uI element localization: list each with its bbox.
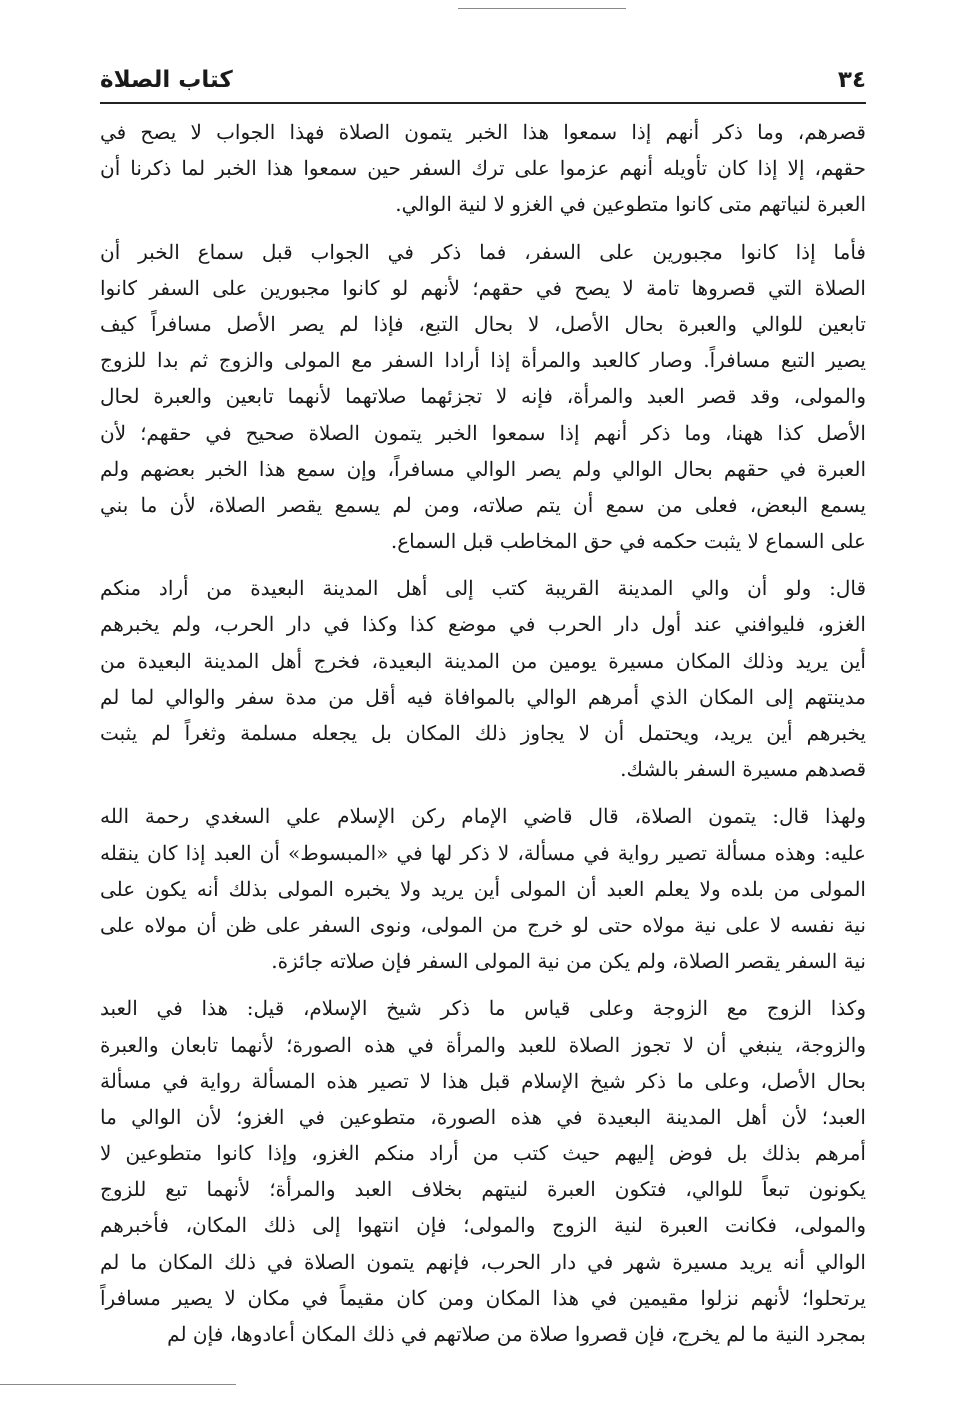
text-line: ولهذا قال: يتمون الصلاة، قال قاضي الإمام ركن الإسلام علي السغدي رحمة الله xyxy=(100,804,866,829)
text-line: نية السفر يقصر الصلاة، ولم يكن من نية المولى السفر فإن صلاته جائزة. xyxy=(271,949,866,974)
text-line: يكونون تبعاً للوالي، فتكون العبرة لنيتهم بخلاف العبد والمرأة؛ لأنهما تبع للزوج xyxy=(100,1177,866,1202)
text-line: يصير التبع مسافراً. وصار كالعبد والمرأة إذا أرادا السفر مع المولى والزوج ثم بدا للزوج xyxy=(100,348,866,373)
text-line: الغزو، فليوافني عند أول دار الحرب في موضع كذا وكذا في دار الحرب، ولم يخبرهم xyxy=(100,612,866,637)
text-line: أين يريد وذلك المكان مسيرة يومين من المدينة البعيدة، فخرج أهل المدينة البعيدة من xyxy=(100,648,866,673)
book-title: كتاب الصلاة xyxy=(100,67,233,93)
text-line: العبرة في حقهم بحال الوالي ولم يصر الوالي مسافراً، وإن سمع هذا الخبر بعضهم ولم xyxy=(100,456,866,481)
page-body xyxy=(100,114,866,1363)
paragraph xyxy=(100,114,866,223)
text-line: تابعين للوالي والعبرة بحال الأصل، لا بحال التبع، فإذا لم يصر الأصل مسافراً كيف xyxy=(100,311,866,336)
top-rule xyxy=(458,8,626,9)
text-line: مدينتهم إلى المكان الذي أمرهم الوالي بالموافاة فيه أقل من مدة سفر والوالي لما لم xyxy=(100,684,866,709)
text-line: بمجرد النية ما لم يخرج، فإن قصروا صلاة من صلاتهم في ذلك المكان أعادوها، فإن لم xyxy=(167,1322,866,1346)
text-line: المولى من بلده ولا يعلم العبد أن المولى أين يريد ولا يخبره المولى بذلك أنه يكون على xyxy=(100,876,866,901)
text-line: الصلاة التي قصروها تامة لا يصح في حقهم؛ لأنهم لو كانوا مجبورين على السفر كانوا xyxy=(100,275,866,300)
text-line: يسمع البعض، فعلى من سمع أن يتم صلاته، ومن لم يسمع يقصر الصلاة، لأن ما بني xyxy=(100,492,866,517)
text-line: العبد؛ لأن أهل المدينة البعيدة في هذه الصورة، متطوعين في الغزو؛ لأن الوالي ما xyxy=(100,1104,866,1129)
text-line: على السماع لا يثبت حكمه في حق المخاطب قبل السماع. xyxy=(390,529,866,554)
paragraph xyxy=(100,990,866,1352)
footnote-rule xyxy=(0,1384,236,1385)
text-line: قال: ولو أن والي المدينة القريبة كتب إلى أهل المدينة البعيدة من أراد منكم xyxy=(100,576,866,601)
paragraph xyxy=(100,798,866,979)
text-line: يخبرهم أين يريد، ويحتمل أن لا يجاوز ذلك المكان بل يجعله مسلمة وثغراً لم يثبت xyxy=(100,721,866,745)
text-line: العبرة لنياتهم متى كانوا متطوعين في الغزو لا لنية الوالي. xyxy=(395,192,866,217)
paragraph xyxy=(100,570,866,787)
paragraph xyxy=(100,234,866,560)
text-line: والزوجة، ينبغي أن لا تجوز الصلاة للعبد والمرأة في هذه الصورة؛ لأنهما تابعان والعبرة xyxy=(100,1032,866,1057)
text-line: والمولى، فكانت العبرة لنية الزوج والمولى؛ فإن انتهوا إلى ذلك المكان، فأخبرهم xyxy=(100,1213,866,1238)
page-header xyxy=(100,62,866,98)
text-line: نية نفسه لا على نية مولاه حتى لو خرج من المولى، ونوى السفر على ظن أن مولاه على xyxy=(100,912,866,937)
page-number: ٣٤ xyxy=(837,67,866,93)
text-line: وكذا الزوج مع الزوجة وعلى قياس ما ذكر شيخ الإسلام، قيل: هذا في العبد xyxy=(100,996,866,1021)
text-line: الأصل كذا ههنا، وما ذكر أنهم إذا سمعوا الخبر يتمون الصلاة صحيح في حقهم؛ لأن xyxy=(100,420,866,445)
text-line: قصرهم، وما ذكر أنهم إذا سمعوا هذا الخبر يتمون الصلاة فهذا الجواب لا يصح في xyxy=(100,120,866,144)
header-rule xyxy=(100,102,866,104)
text-line: يرتحلوا؛ لأنهم نزلوا مقيمين في هذا المكان ومن كان مقيماً في مكان لا يصير مسافراً xyxy=(100,1285,866,1310)
text-line: والمولى، وقد قصر العبد والمرأة، فإنه لا تجزئهما صلاتهما لأنهما تابعين والعبرة لحال xyxy=(100,384,866,409)
text-line: بحال الأصل، وعلى ما ذكر شيخ الإسلام قبل هذا لا تصير هذه المسألة رواية في مسألة xyxy=(100,1068,866,1093)
text-line: حقهم، إلا إذا كان تأويله أنهم عزموا على ترك السفر حين سمعوا هذا الخبر لما ذكرنا أن xyxy=(100,156,866,181)
text-line: قصدهم مسيرة السفر بالشك. xyxy=(620,757,866,782)
text-line: فأما إذا كانوا مجبورين على السفر، فما ذكر في الجواب قبل سماع الخبر أن xyxy=(100,239,866,264)
text-line: أمرهم بذلك بل فوض إليهم حيث كتب من أراد منكم الغزو، وإذا كانوا متطوعين لا xyxy=(100,1141,866,1166)
text-line: الوالي أنه يريد مسيرة شهر في دار الحرب، فإنهم يتمون الصلاة في ذلك المكان ما لم xyxy=(100,1249,866,1274)
text-line: عليه: وهذه مسألة تصير رواية في مسألة، لا ذكر لها في «المبسوط» أن العبد إذا كان ينقله xyxy=(100,840,866,865)
